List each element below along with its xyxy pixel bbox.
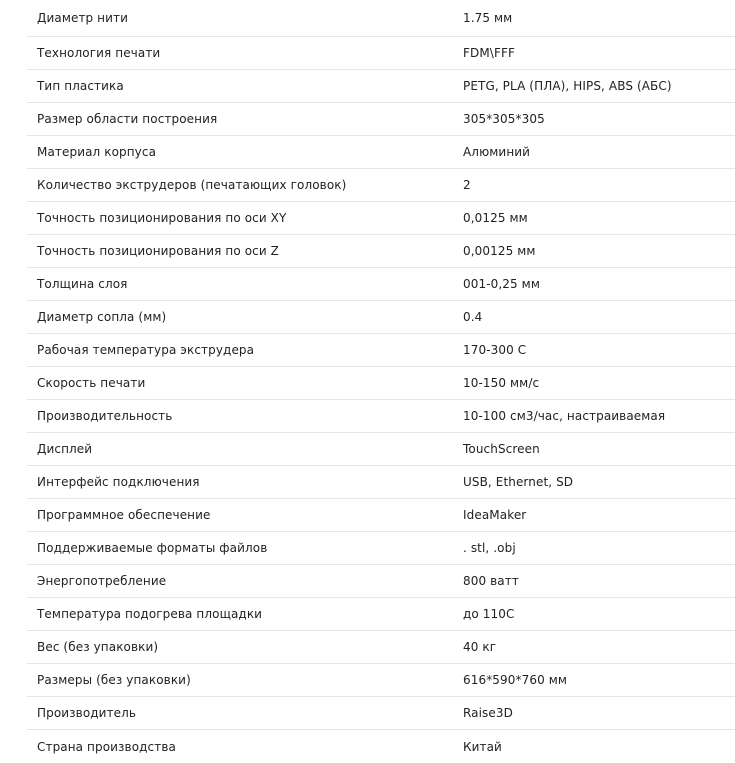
spec-label: Размер области построения xyxy=(37,112,218,126)
spec-row xyxy=(27,730,735,763)
spec-value: 2 xyxy=(463,178,471,192)
spec-value: USB, Ethernet, SD xyxy=(463,475,574,489)
spec-value: 001-0,25 мм xyxy=(463,277,540,291)
spec-label: Поддерживаемые форматы файлов xyxy=(37,541,268,555)
spec-value: Raise3D xyxy=(463,706,513,720)
spec-value: 800 ватт xyxy=(463,574,519,588)
spec-row xyxy=(27,0,735,37)
spec-row xyxy=(27,532,735,565)
spec-value: 10-150 мм/с xyxy=(463,376,540,390)
spec-value: Китай xyxy=(463,739,502,754)
spec-value: PETG, PLA (ПЛА), HIPS, ABS (АБС) xyxy=(463,79,672,93)
spec-row xyxy=(27,334,735,367)
spec-value: 170-300 С xyxy=(463,343,527,357)
spec-row xyxy=(27,268,735,301)
spec-row xyxy=(27,367,735,400)
spec-row xyxy=(27,301,735,334)
spec-label: Вес (без упаковки) xyxy=(37,640,159,654)
spec-label: Тип пластика xyxy=(37,79,124,93)
spec-label: Производительность xyxy=(37,409,173,423)
spec-label: Дисплей xyxy=(37,442,93,456)
spec-value: 10-100 см3/час, настраиваемая xyxy=(463,409,666,423)
spec-row xyxy=(27,565,735,598)
spec-value: 616*590*760 мм xyxy=(463,673,568,687)
spec-value: 305*305*305 xyxy=(463,112,545,126)
spec-value: 0,00125 мм xyxy=(463,244,536,258)
spec-value: 40 кг xyxy=(463,640,497,654)
spec-row xyxy=(27,664,735,697)
spec-value: IdeaMaker xyxy=(463,508,527,522)
spec-label: Точность позиционирования по оси XY xyxy=(37,211,287,225)
spec-row xyxy=(27,499,735,532)
spec-value: до 110С xyxy=(463,607,515,621)
spec-row xyxy=(27,598,735,631)
spec-row xyxy=(27,136,735,169)
spec-value: TouchScreen xyxy=(463,442,540,456)
spec-value: FDM\FFF xyxy=(463,46,515,60)
spec-label: Страна производства xyxy=(37,739,176,754)
spec-label: Количество экструдеров (печатающих головок) xyxy=(37,178,347,192)
spec-row xyxy=(27,103,735,136)
spec-label: Толщина слоя xyxy=(37,277,128,291)
spec-row xyxy=(27,466,735,499)
spec-label: Технология печати xyxy=(37,46,161,60)
spec-value: . stl, .obj xyxy=(463,541,516,555)
spec-row xyxy=(27,169,735,202)
spec-label: Рабочая температура экструдера xyxy=(37,343,255,357)
spec-value: 0,0125 мм xyxy=(463,211,528,225)
spec-label: Программное обеспечение xyxy=(37,508,211,522)
spec-label: Температура подогрева площадки xyxy=(37,607,263,621)
spec-label: Материал корпуса xyxy=(37,145,157,159)
spec-row xyxy=(27,697,735,730)
spec-row xyxy=(27,235,735,268)
spec-row xyxy=(27,70,735,103)
spec-label: Размеры (без упаковки) xyxy=(37,673,191,687)
spec-label: Энергопотребление xyxy=(37,574,167,588)
spec-row xyxy=(27,202,735,235)
spec-label: Диаметр нити xyxy=(37,11,129,25)
spec-row xyxy=(27,433,735,466)
spec-value: 0.4 xyxy=(463,310,483,324)
spec-row xyxy=(27,37,735,70)
spec-label: Скорость печати xyxy=(37,376,146,390)
spec-label: Диаметр сопла (мм) xyxy=(37,310,167,324)
spec-label: Производитель xyxy=(37,706,137,720)
spec-label: Интерфейс подключения xyxy=(37,475,200,489)
spec-row xyxy=(27,631,735,664)
spec-value: Алюминий xyxy=(463,145,531,159)
spec-value: 1.75 мм xyxy=(463,11,513,25)
spec-label: Точность позиционирования по оси Z xyxy=(37,244,279,258)
spec-row xyxy=(27,400,735,433)
